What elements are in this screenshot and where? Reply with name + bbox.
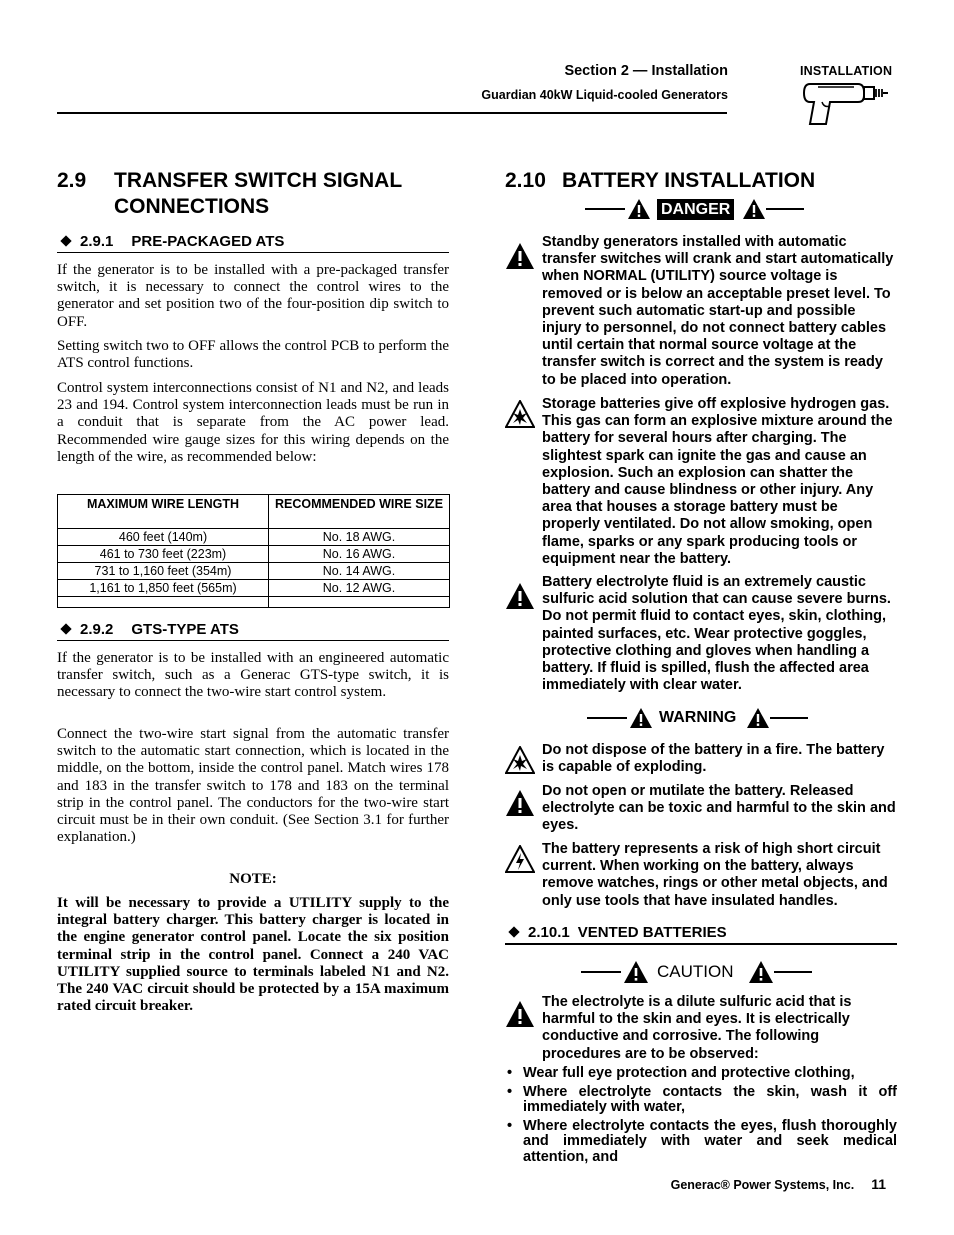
header-section: Section 2 — Installation: [564, 63, 728, 79]
caution-banner: [581, 960, 812, 984]
warning-triangle-icon: [505, 789, 535, 817]
warning-triangle-icon: [505, 1000, 535, 1028]
warning-triangle-icon: [742, 198, 766, 220]
header-tag: INSTALLATION: [800, 64, 893, 78]
procedure-list: [505, 1066, 897, 1168]
subsection-2-9-1-heading: 2.9.1 PRE-PACKAGED ATS: [57, 233, 449, 253]
table-cell: 460 feet (140m): [58, 529, 269, 546]
table-cell: 1,161 to 1,850 feet (565m): [58, 580, 269, 597]
danger-label: DANGER: [657, 199, 734, 220]
table-cell: 731 to 1,160 feet (354m): [58, 563, 269, 580]
warning-triangle-icon: [746, 707, 770, 729]
warning-banner: [587, 707, 808, 729]
danger-item-hydrogen-gas: Storage batteries give off explosive hydrogen gas. This gas can form an explosive mixture around the battery for several hours after charging. The slightest spark can ignite the gas and cause an explosion. Such an explosion can shatter the battery and cause blindness or other injury. Any area that houses a storage battery must be properly ventilated. Do not allow smoking, open flame, sparks or any spark producing tools or equipment near the battery.: [505, 396, 897, 568]
warning-item-mutilate: Do not open or mutilate the battery. Released electrolyte can be toxic and harmful to the skin and eyes.: [505, 783, 897, 835]
paragraph-gts-1: If the generator is to be installed with an engineered automatic transfer switch, such as a Generac GTS-type switch, it is necessary to connect the two-wire start control system.: [57, 650, 449, 701]
warning-triangle-icon: [629, 707, 653, 729]
table-row: [58, 580, 450, 597]
paragraph-prepackaged-1: If the generator is to be installed with a pre-packaged transfer switch, it is necessary to connect the control wires to the generator and set position two of the four-position dip switch to OFF.: [57, 262, 449, 330]
section-2-10-heading: 2.10 BATTERY INSTALLATION: [505, 169, 816, 192]
warning-label: WARNING: [659, 709, 737, 726]
header-product: Guardian 40kW Liquid-cooled Generators: [481, 88, 728, 102]
danger-item-auto-start: Standby generators installed with automatic transfer switches will crank and start automatically when NORMAL (UTILITY) source voltage is removed or is below an acceptable preset level. To prevent such automatic start-up and possible injury to personnel, do not connect battery cables until certain that normal source voltage at the transfer switch is correct and the system is ready to be placed into operation.: [505, 234, 897, 389]
electrical-hazard-icon: [505, 845, 535, 873]
explosion-hazard-icon: [505, 746, 535, 774]
warning-item-fire: Do not dispose of the battery in a fire. The battery is capable of exploding.: [505, 742, 897, 779]
warning-triangle-icon: [505, 582, 535, 610]
danger-item-electrolyte: Battery electrolyte fluid is an extremely caustic sulfuric acid solution that can cause severe burns. Do not permit fluid to contact eyes, skin, clothing, painted surfaces, etc. Wear protective goggles, protective clothing and gloves when handling a battery. If fluid is spilled, flush the affected area immediately with clear water.: [505, 574, 897, 694]
header-rule: [57, 112, 727, 114]
caution-label: CAUTION: [657, 962, 734, 981]
table-cell: No. 12 AWG.: [269, 580, 450, 597]
subsection-2-10-1-heading: 2.10.1 VENTED BATTERIES: [505, 924, 897, 945]
subsection-2-9-2-heading: 2.9.2 GTS-TYPE ATS: [57, 621, 449, 641]
paragraph-prepackaged-2: Setting switch two to OFF allows the control PCB to perform the ATS control functions.: [57, 338, 449, 372]
wire-size-table: [57, 494, 450, 608]
warning-triangle-icon: [505, 242, 535, 270]
table-cell: No. 16 AWG.: [269, 546, 450, 563]
note-text: It will be necessary to provide a UTILITY supply to the integral battery charger. This battery charger is located in the engine generator control panel. Locate the six position terminal strip in the control panel. Connect a 240 VAC UTILITY supplied source to terminals labeled N1 and N2. The 240 VAC circuit should be protected by a 15A maximum rated circuit breaker.: [57, 895, 449, 1015]
danger-banner: [585, 198, 804, 220]
list-item: • Where electrolyte contacts the skin, wash it off immediately with water,: [505, 1085, 897, 1116]
section-2-9-heading: 2.9 TRANSFER SWITCH SIGNAL CONNECTIONS: [57, 169, 402, 218]
table-cell: 461 to 730 feet (223m): [58, 546, 269, 563]
table-cell: No. 18 AWG.: [269, 529, 450, 546]
warning-triangle-icon: [627, 198, 651, 220]
diamond-bullet-icon: [508, 926, 519, 937]
table-row: [58, 546, 450, 563]
table-cell: [269, 597, 450, 608]
table-header-size: RECOMMENDED WIRE SIZE: [269, 495, 450, 529]
table-header-length: MAXIMUM WIRE LENGTH: [58, 495, 269, 529]
table-row: [58, 563, 450, 580]
note-label: NOTE:: [229, 871, 277, 887]
table-row: [58, 597, 450, 608]
table-cell: [58, 597, 269, 608]
page-number: 11: [871, 1176, 886, 1192]
warning-triangle-icon: [748, 960, 774, 984]
paragraph-prepackaged-3: Control system interconnections consist of N1 and N2, and leads 23 and 194. Control system interconnection leads must be run in a conduit that is separate from the AC power lead. Recommended wire gauge sizes for this wiring depends on the length of the wire, as recommended below:: [57, 380, 449, 465]
explosion-hazard-icon: [505, 400, 535, 428]
table-row: [58, 529, 450, 546]
table-cell: No. 14 AWG.: [269, 563, 450, 580]
diamond-bullet-icon: [60, 623, 71, 634]
page-footer: [671, 1176, 886, 1192]
warning-triangle-icon: [623, 960, 649, 984]
drill-icon: [800, 78, 892, 130]
list-item: • Wear full eye protection and protective clothing,: [505, 1066, 897, 1082]
paragraph-gts-2: Connect the two-wire start signal from the automatic transfer switch to the automatic start connection, which is located in the middle, on the bottom, inside the control panel. Match wires 178 and 183 in the transfer switch to 178 and 183 on the terminal strip in the control panel. The conductors for the two-wire start circuit must be in their own conduit. (See Section 3.1 for further explanation.): [57, 726, 449, 846]
warning-item-short-circuit: The battery represents a risk of high short circuit current. When working on the battery, always remove watches, rings or other metal objects, and only use tools that have insulated handles.: [505, 841, 897, 910]
footer-company: Generac® Power Systems, Inc.: [670, 1178, 855, 1192]
list-item: • Where electrolyte contacts the eyes, flush thoroughly and immediately with water and seek medical attention, and: [505, 1119, 897, 1166]
caution-item-electrolyte: The electrolyte is a dilute sulfuric acid that is harmful to the skin and eyes. It is electrically conductive and corrosive. The following procedures are to be observed:: [505, 994, 897, 1063]
diamond-bullet-icon: [60, 235, 71, 246]
